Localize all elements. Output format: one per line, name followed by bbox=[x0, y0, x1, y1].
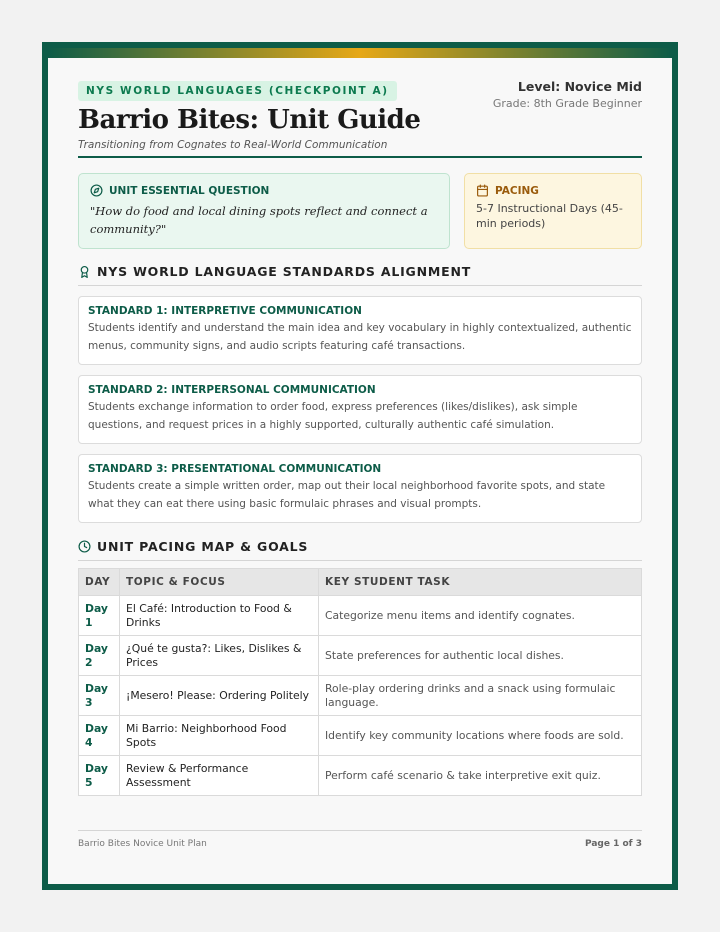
day-cell: Day 3 bbox=[79, 676, 120, 716]
table-row bbox=[79, 596, 642, 636]
task-cell: Categorize menu items and identify cognates. bbox=[319, 596, 642, 636]
checkpoint-badge: NYS WORLD LANGUAGES (CHECKPOINT A) bbox=[78, 81, 397, 101]
level-label: Level: Novice Mid bbox=[517, 79, 642, 94]
pacing-map-section-heading bbox=[78, 539, 642, 561]
day-cell: Day 5 bbox=[79, 756, 120, 796]
standard-description: Students create a simple written order, map out their local neighborhood favorite spots, and state what they can eat there using basic formulaic phrases and visual prompts. bbox=[88, 480, 606, 510]
task-cell: State preferences for authentic local dishes. bbox=[319, 636, 642, 676]
page-title: Barrio Bites: Unit Guide bbox=[78, 105, 421, 135]
footer-title: Barrio Bites Novice Unit Plan bbox=[78, 839, 207, 849]
standards-list bbox=[78, 296, 642, 523]
standard-description: Students identify and understand the main idea and key vocabulary in highly contextualized, authentic menus, community signs, and audio scripts featuring café transactions. bbox=[88, 322, 632, 352]
column-header-topic: TOPIC & FOCUS bbox=[120, 569, 319, 596]
pacing-table bbox=[78, 568, 642, 796]
table-row bbox=[79, 676, 642, 716]
standard-title: STANDARD 2: INTERPERSONAL COMMUNICATION bbox=[88, 384, 376, 396]
info-row bbox=[78, 173, 642, 249]
table-header-row bbox=[79, 569, 642, 596]
standard-card bbox=[78, 375, 642, 444]
calendar-icon bbox=[476, 184, 489, 197]
day-cell: Day 2 bbox=[79, 636, 120, 676]
page-footer bbox=[78, 830, 642, 849]
pacing-box bbox=[464, 173, 642, 249]
table-row bbox=[79, 716, 642, 756]
task-cell: Perform café scenario & take interpretive exit quiz. bbox=[319, 756, 642, 796]
table-row bbox=[79, 636, 642, 676]
pacing-text: 5-7 Instructional Days (45-min periods) bbox=[476, 202, 623, 230]
pacing-map-heading-text: UNIT PACING MAP & GOALS bbox=[97, 539, 309, 554]
day-cell: Day 1 bbox=[79, 596, 120, 636]
page-number: Page 1 of 3 bbox=[585, 839, 642, 849]
essential-question-label: UNIT ESSENTIAL QUESTION bbox=[109, 184, 270, 197]
standard-title: STANDARD 1: INTERPRETIVE COMMUNICATION bbox=[88, 305, 362, 317]
award-icon bbox=[78, 265, 91, 279]
day-cell: Day 4 bbox=[79, 716, 120, 756]
level-block bbox=[493, 79, 642, 110]
essential-question-header bbox=[90, 184, 438, 197]
standard-title: STANDARD 3: PRESENTATIONAL COMMUNICATION bbox=[88, 463, 382, 475]
pacing-header bbox=[476, 184, 630, 197]
topic-cell: ¿Qué te gusta?: Likes, Dislikes & Prices bbox=[120, 636, 319, 676]
standard-card bbox=[78, 454, 642, 523]
document-header bbox=[78, 48, 642, 158]
compass-icon bbox=[90, 184, 103, 197]
page-content bbox=[48, 48, 672, 884]
standards-heading-text: NYS WORLD LANGUAGE STANDARDS ALIGNMENT bbox=[97, 264, 472, 279]
pacing-label: PACING bbox=[495, 184, 539, 197]
topic-cell: Review & Performance Assessment bbox=[120, 756, 319, 796]
standard-card bbox=[78, 296, 642, 365]
topic-cell: El Café: Introduction to Food & Drinks bbox=[120, 596, 319, 636]
topic-cell: ¡Mesero! Please: Ordering Politely bbox=[120, 676, 319, 716]
essential-question-text: "How do food and local dining spots reflect and connect a community?" bbox=[90, 204, 428, 236]
column-header-task: KEY STUDENT TASK bbox=[319, 569, 642, 596]
standard-description: Students exchange information to order food, express preferences (likes/dislikes), ask simple questions, and request prices in a highly supported, culturally authentic café simulation. bbox=[88, 401, 578, 431]
clock-icon bbox=[78, 540, 91, 553]
page-subtitle: Transitioning from Cognates to Real-World Communication bbox=[78, 139, 388, 151]
page-frame bbox=[42, 42, 678, 890]
topic-cell: Mi Barrio: Neighborhood Food Spots bbox=[120, 716, 319, 756]
task-cell: Role-play ordering drinks and a snack using formulaic language. bbox=[319, 676, 642, 716]
grade-label: Grade: 8th Grade Beginner bbox=[492, 97, 642, 110]
column-header-day: DAY bbox=[79, 569, 120, 596]
task-cell: Identify key community locations where foods are sold. bbox=[319, 716, 642, 756]
table-row bbox=[79, 756, 642, 796]
essential-question-box bbox=[78, 173, 450, 249]
standards-section-heading bbox=[78, 264, 642, 286]
